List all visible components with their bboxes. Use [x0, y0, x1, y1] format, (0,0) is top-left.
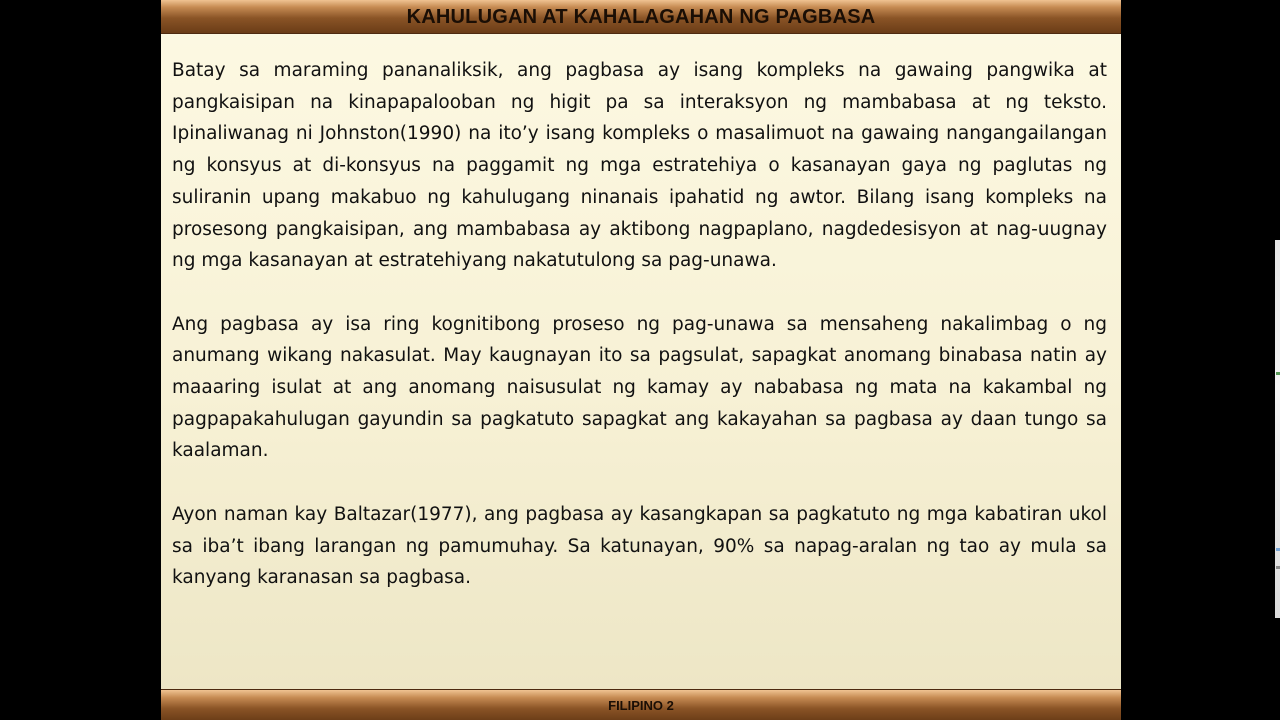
background-window-edge	[1275, 240, 1280, 618]
edge-marker	[1276, 372, 1280, 375]
slide-footer: FILIPINO 2	[608, 698, 674, 713]
edge-marker	[1276, 566, 1280, 569]
footer-bar	[161, 689, 1121, 720]
title-bar	[161, 0, 1121, 34]
paragraph-3: Ayon naman kay Baltazar(1977), ang pagbasa ay kasangkapan sa pagkatuto ng mga kabatiran ukol sa iba’t ibang larangan ng pamumuhay. Sa katunayan, 90% sa napag-aralan ng tao ay mula sa kanyang karanasan sa pagbasa.	[172, 503, 1107, 589]
paragraph-1: Batay sa maraming pananaliksik, ang pagbasa ay isang kompleks na gawaing pangwika at pangkaisipan na kinapapalooban ng higit pa sa interaksyon ng mambabasa at ng teksto. Ipinaliwanag ni Johnston(1990) na ito’y isang kompleks o masalimuot na gawaing nangangailangan ng konsyus at di-konsyus na paggamit ng mga estratehiya o kasanayan gaya ng paglutas ng suliranin upang makabuo ng kahulugang ninanais ipahatid ng awtor. Bilang isang kompleks na prosesong pangkaisipan, ang mambabasa ay aktibong nagpaplano, nagdedesisyon at nag-uugnay ng mga kasanayan at estratehiyang nakatutulong sa pag-unawa.	[172, 60, 1107, 272]
paragraph-2: Ang pagbasa ay isa ring kognitibong proseso ng pag-unawa sa mensaheng nakalimbag o ng anumang wikang nakasulat. May kaugnayan ito sa pagsulat, sapagkat anomang binabasa natin ay maaaring isulat at ang anomang naisusulat ng kamay ay nababasa ng mata na kakambal ng pagpapakahulugan gayundin sa pagkatuto sapagkat ang kakayahan sa pagbasa ay daan tungo sa kaalaman.	[172, 313, 1107, 462]
slide-title: KAHULUGAN AT KAHALAGAHAN NG PAGBASA	[406, 6, 876, 28]
edge-marker	[1276, 548, 1280, 551]
presentation-slide	[161, 0, 1121, 720]
slide-body	[172, 55, 1107, 626]
